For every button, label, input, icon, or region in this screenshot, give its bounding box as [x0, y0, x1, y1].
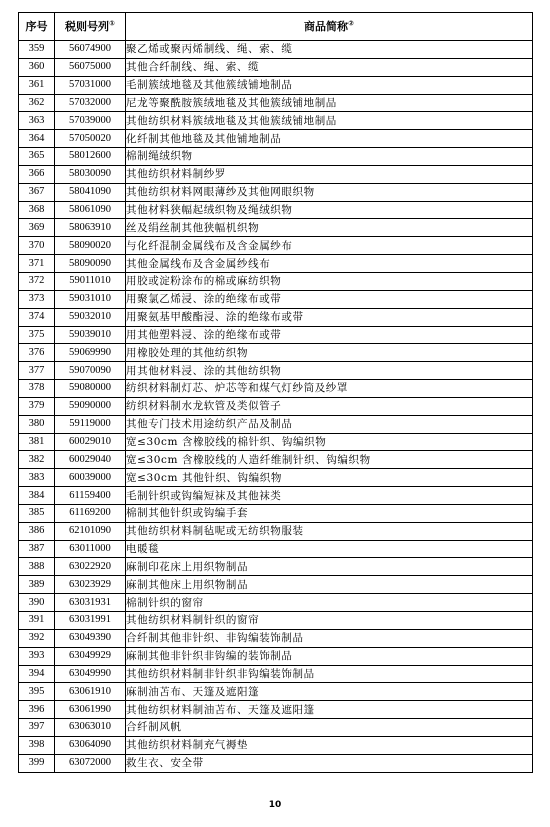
header-seq-label: 序号	[25, 19, 48, 33]
row-seq: 365	[19, 148, 55, 166]
row-code: 58030090	[55, 165, 126, 183]
row-seq: 389	[19, 576, 55, 594]
row-seq: 385	[19, 504, 55, 522]
row-name: 用聚氯乙烯浸、涂的绝缘布或带	[126, 290, 533, 308]
row-name: 用其他塑料浸、涂的绝缘布或带	[126, 326, 533, 344]
table-row	[19, 219, 533, 237]
row-seq: 381	[19, 433, 55, 451]
row-code: 60029010	[55, 433, 126, 451]
row-name: 尼龙等聚酰胺簇绒地毯及其他簇绒铺地制品	[126, 94, 533, 112]
row-seq: 394	[19, 665, 55, 683]
row-code: 59011010	[55, 272, 126, 290]
table-row	[19, 165, 533, 183]
row-code: 58063910	[55, 219, 126, 237]
row-code: 61169200	[55, 504, 126, 522]
row-name: 其他合纤制线、绳、索、缆	[126, 58, 533, 76]
row-name: 合纤制其他非针织、非钩编装饰制品	[126, 629, 533, 647]
row-name: 纺织材料制水龙软管及类似管子	[126, 397, 533, 415]
row-code: 60029040	[55, 451, 126, 469]
tariff-table	[18, 12, 533, 773]
row-seq: 368	[19, 201, 55, 219]
header-row	[19, 13, 533, 41]
header-code-label: 税则号列	[65, 19, 110, 33]
row-name: 宽≤30cm 含橡胶线的棉针织、钩编织物	[126, 433, 533, 451]
row-name: 聚乙烯或聚丙烯制线、绳、索、缆	[126, 41, 533, 59]
row-code: 63031991	[55, 612, 126, 630]
row-code: 56075000	[55, 58, 126, 76]
table-row	[19, 487, 533, 505]
row-code: 57031000	[55, 76, 126, 94]
table-body	[19, 41, 533, 773]
table-row	[19, 522, 533, 540]
row-code: 60039000	[55, 469, 126, 487]
row-code: 58090020	[55, 237, 126, 255]
table-row	[19, 433, 533, 451]
table-row	[19, 719, 533, 737]
row-code: 59032010	[55, 308, 126, 326]
table-row	[19, 576, 533, 594]
header-seq	[19, 13, 55, 41]
row-seq: 359	[19, 41, 55, 59]
row-seq: 360	[19, 58, 55, 76]
row-name: 用聚氨基甲酸酯浸、涂的绝缘布或带	[126, 308, 533, 326]
row-seq: 380	[19, 415, 55, 433]
table-row	[19, 201, 533, 219]
table-row	[19, 451, 533, 469]
row-name: 麻制其他非针织非钩编的装饰制品	[126, 647, 533, 665]
row-code: 59039010	[55, 326, 126, 344]
row-code: 57050020	[55, 130, 126, 148]
table-row	[19, 540, 533, 558]
table-row	[19, 665, 533, 683]
row-code: 58041090	[55, 183, 126, 201]
table-row	[19, 754, 533, 772]
row-seq: 362	[19, 94, 55, 112]
page-number: 10	[268, 800, 282, 810]
row-name: 毛制簇绒地毯及其他簇绒铺地制品	[126, 76, 533, 94]
footnote-marker-1: ①	[109, 18, 115, 27]
row-code: 58012600	[55, 148, 126, 166]
row-name: 棉制绳绒织物	[126, 148, 533, 166]
row-seq: 397	[19, 719, 55, 737]
row-seq: 367	[19, 183, 55, 201]
row-code: 59090000	[55, 397, 126, 415]
row-code: 59069990	[55, 344, 126, 362]
table-row	[19, 594, 533, 612]
row-seq: 393	[19, 647, 55, 665]
row-name: 纺织材料制灯芯、炉芯等和煤气灯纱筒及纱罩	[126, 380, 533, 398]
table-row	[19, 94, 533, 112]
table-row	[19, 736, 533, 754]
row-name: 用胶或淀粉涂布的棉或麻纺织物	[126, 272, 533, 290]
row-name: 其他纺织材料制油苫布、天篷及遮阳篷	[126, 701, 533, 719]
table-row	[19, 255, 533, 273]
table-header	[19, 13, 533, 41]
row-code: 59031010	[55, 290, 126, 308]
row-seq: 369	[19, 219, 55, 237]
row-code: 59070090	[55, 362, 126, 380]
table-row	[19, 148, 533, 166]
row-code: 61159400	[55, 487, 126, 505]
row-name: 其他纺织材料制非针织非钩编装饰制品	[126, 665, 533, 683]
row-code: 57039000	[55, 112, 126, 130]
table-row	[19, 469, 533, 487]
row-name: 其他纺织材料制充气褥垫	[126, 736, 533, 754]
row-name: 其他金属线布及含金属纱线布	[126, 255, 533, 273]
row-name: 麻制印花床上用织物制品	[126, 558, 533, 576]
row-seq: 376	[19, 344, 55, 362]
row-code: 59119000	[55, 415, 126, 433]
table-row	[19, 58, 533, 76]
header-name	[126, 13, 533, 41]
row-name: 其他材料狭幅起绒织物及绳绒织物	[126, 201, 533, 219]
row-name: 宽≤30cm 含橡胶线的人造纤维制针织、钩编织物	[126, 451, 533, 469]
row-name: 麻制油苫布、天篷及遮阳篷	[126, 683, 533, 701]
table-row	[19, 272, 533, 290]
row-code: 63022920	[55, 558, 126, 576]
table-row	[19, 504, 533, 522]
row-name: 麻制其他床上用织物制品	[126, 576, 533, 594]
row-seq: 390	[19, 594, 55, 612]
row-seq: 370	[19, 237, 55, 255]
row-seq: 375	[19, 326, 55, 344]
row-name: 与化纤混制金属线布及含金属纱布	[126, 237, 533, 255]
row-name: 其他专门技术用途纺织产品及制品	[126, 415, 533, 433]
table-row	[19, 397, 533, 415]
row-name: 其他纺织材料网眼薄纱及其他网眼织物	[126, 183, 533, 201]
row-seq: 366	[19, 165, 55, 183]
table-row	[19, 344, 533, 362]
row-seq: 387	[19, 540, 55, 558]
table-row	[19, 701, 533, 719]
table-row	[19, 290, 533, 308]
row-seq: 373	[19, 290, 55, 308]
row-code: 63049929	[55, 647, 126, 665]
row-seq: 363	[19, 112, 55, 130]
row-code: 63031931	[55, 594, 126, 612]
row-name: 用橡胶处理的其他纺织物	[126, 344, 533, 362]
row-code: 63064090	[55, 736, 126, 754]
row-code: 59080000	[55, 380, 126, 398]
table-row	[19, 112, 533, 130]
row-seq: 383	[19, 469, 55, 487]
header-name-label: 商品简称	[304, 19, 349, 33]
row-name: 其他纺织材料制针织的窗帘	[126, 612, 533, 630]
row-code: 63061910	[55, 683, 126, 701]
row-name: 化纤制其他地毯及其他铺地制品	[126, 130, 533, 148]
table-row	[19, 130, 533, 148]
row-seq: 399	[19, 754, 55, 772]
row-name: 毛制针织或钩编短袜及其他袜类	[126, 487, 533, 505]
table-row	[19, 183, 533, 201]
row-seq: 388	[19, 558, 55, 576]
row-seq: 395	[19, 683, 55, 701]
row-code: 63011000	[55, 540, 126, 558]
row-code: 58090090	[55, 255, 126, 273]
row-seq: 377	[19, 362, 55, 380]
row-code: 58061090	[55, 201, 126, 219]
table-row	[19, 76, 533, 94]
row-seq: 382	[19, 451, 55, 469]
row-name: 宽≤30cm 其他针织、钩编织物	[126, 469, 533, 487]
header-code	[55, 13, 126, 41]
row-seq: 374	[19, 308, 55, 326]
row-seq: 372	[19, 272, 55, 290]
table-row	[19, 629, 533, 647]
table-row	[19, 683, 533, 701]
table-row	[19, 415, 533, 433]
row-code: 63072000	[55, 754, 126, 772]
row-name: 电暖毯	[126, 540, 533, 558]
row-name: 棉制针织的窗帘	[126, 594, 533, 612]
row-seq: 392	[19, 629, 55, 647]
table-row	[19, 558, 533, 576]
table-row	[19, 237, 533, 255]
row-name: 用其他材料浸、涂的其他纺织物	[126, 362, 533, 380]
table-row	[19, 41, 533, 59]
row-seq: 396	[19, 701, 55, 719]
row-seq: 361	[19, 76, 55, 94]
row-name: 其他纺织材料制毡呢或无纺织物服装	[126, 522, 533, 540]
row-seq: 379	[19, 397, 55, 415]
table-row	[19, 380, 533, 398]
row-seq: 378	[19, 380, 55, 398]
row-code: 63063010	[55, 719, 126, 737]
table-row	[19, 308, 533, 326]
row-seq: 386	[19, 522, 55, 540]
row-seq: 391	[19, 612, 55, 630]
row-name: 救生衣、安全带	[126, 754, 533, 772]
row-seq: 398	[19, 736, 55, 754]
row-name: 其他纺织材料簇绒地毯及其他簇绒铺地制品	[126, 112, 533, 130]
row-seq: 371	[19, 255, 55, 273]
row-name: 棉制其他针织或钩编手套	[126, 504, 533, 522]
row-code: 63049990	[55, 665, 126, 683]
row-name: 其他纺织材料制纱罗	[126, 165, 533, 183]
row-code: 63049390	[55, 629, 126, 647]
table-row	[19, 647, 533, 665]
row-code: 63023929	[55, 576, 126, 594]
row-code: 57032000	[55, 94, 126, 112]
row-code: 63061990	[55, 701, 126, 719]
table-row	[19, 326, 533, 344]
row-name: 丝及绢丝制其他狭幅机织物	[126, 219, 533, 237]
table-row	[19, 612, 533, 630]
row-seq: 384	[19, 487, 55, 505]
row-code: 62101090	[55, 522, 126, 540]
row-code: 56074900	[55, 41, 126, 59]
table-row	[19, 362, 533, 380]
row-seq: 364	[19, 130, 55, 148]
row-name: 合纤制风帆	[126, 719, 533, 737]
footnote-marker-2: ②	[348, 18, 354, 27]
